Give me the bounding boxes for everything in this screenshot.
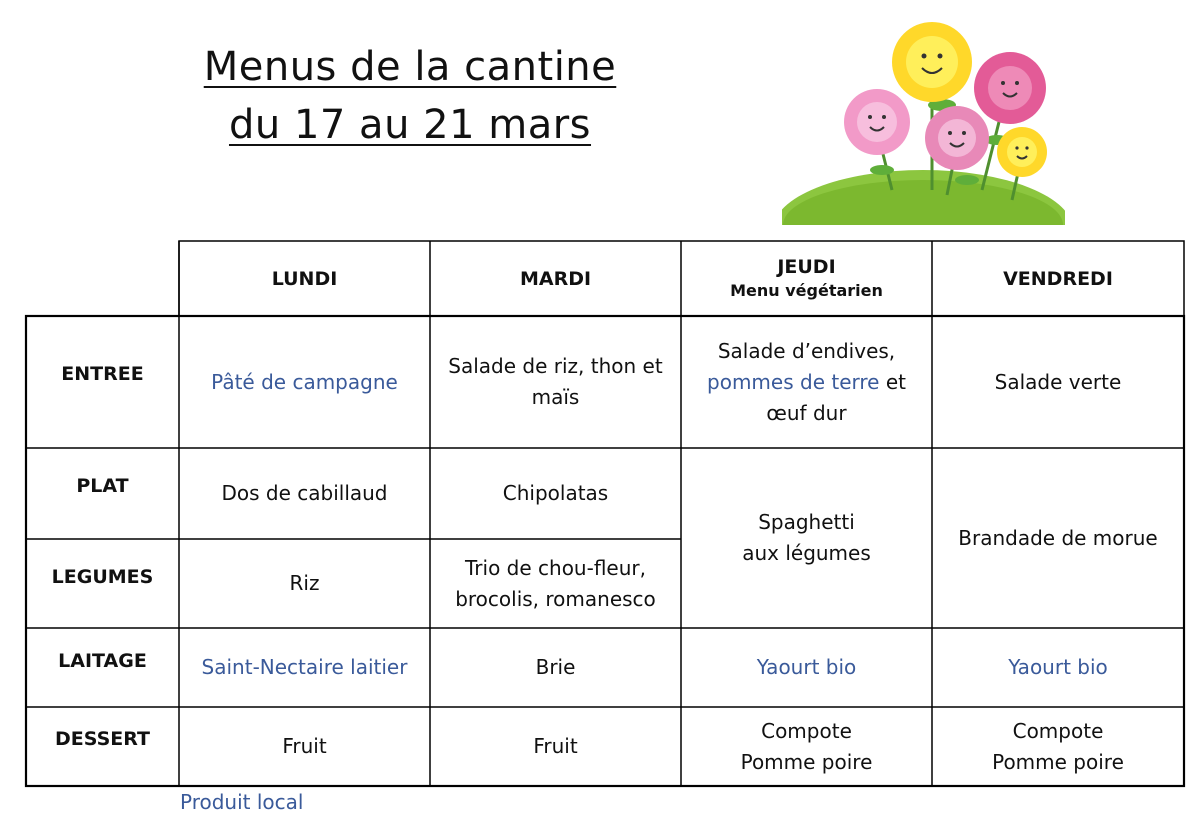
day-header-lundi: LUNDI [271,267,338,290]
entree-mardi: Salade de riz, thon et maïs [448,354,663,409]
dessert-vendredi: Compote Pomme poire [992,718,1124,774]
plat-mardi: Chipolatas [502,481,609,505]
laitage-jeudi: Yaourt bio [756,655,857,679]
vegetarian-note: Menu végétarien [730,280,883,300]
day-label: JEUDI [777,255,836,278]
laitage-mardi: Brie [535,655,576,679]
local-product-legend: Produit local [180,790,304,814]
dessert-mardi: Fruit [533,734,578,758]
row-label-laitage: LAITAGE [58,650,147,672]
title-line-1: Menus de la cantine [203,44,617,90]
title-line-2: du 17 au 21 mars [228,102,592,148]
laitage-lundi: Saint-Nectaire laitier [201,655,408,679]
day-header-jeudi [681,241,932,316]
row-label-legumes: LEGUMES [51,566,154,588]
legumes-mardi: Trio de chou-fleur, brocolis, romanesco [455,555,656,611]
row-label-plat: PLAT [76,475,129,497]
plat-legumes-jeudi: Spaghetti aux légumes [742,510,871,565]
row-label-dessert: DESSERT [55,728,150,750]
local-product-text: pommes de terre [707,369,880,394]
entree-lundi: Pâté de campagne [211,369,398,394]
dessert-lundi: Fruit [282,734,327,758]
day-header-mardi: MARDI [519,267,592,290]
dessert-jeudi: Compote Pomme poire [740,718,873,774]
day-header-vendredi: VENDREDI [1003,267,1113,290]
row-label-entree: ENTREE [61,363,144,385]
legumes-lundi: Riz [289,571,320,595]
laitage-vendredi: Yaourt bio [1008,655,1108,679]
entree-jeudi: Salade d’endives, pommes de terre et œuf dur [707,338,906,425]
plat-lundi: Dos de cabillaud [221,481,388,505]
plat-legumes-vendredi: Brandade de morue [958,525,1158,550]
entree-vendredi: Salade verte [994,369,1122,394]
